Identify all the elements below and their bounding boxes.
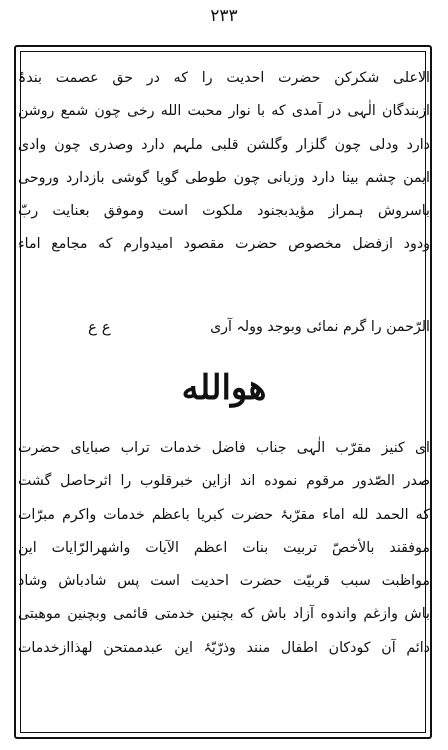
closing-signature: ع ع — [88, 318, 111, 336]
text-line: ازبندگان الٰہی در آمدی که با نوار محبت الله رخی چون شمع روشن — [18, 103, 430, 120]
text-line: ایمن چشم بینا دارد وزبانی چون طوطی گویا گوشی بازدارد وروحی — [18, 169, 430, 186]
closing-line — [18, 312, 430, 342]
text-line: ودود ازفضل مخصوص حضرت مقصود امیدوارم که مجامع اماء — [18, 236, 430, 253]
text-line: ای کنیز مقرّب الٰہی جناب فاضل خدمات تراب صبایای حضرت — [18, 440, 430, 456]
text-line: باش وازغم واندوه آزاد باش که بچنین خدمتی قائمی وبچنین موهبتی — [18, 606, 430, 623]
text-line: دائم آن کودکان اطفال منند وذرّیّۂ این عبدممتحن لهذاازخدمات — [18, 639, 430, 656]
closing-text: الرّحمن را گرم نمائی وبوجد وولہ آری — [210, 319, 430, 335]
first-paragraph — [18, 62, 430, 262]
page-number: ۲۳۳ — [210, 6, 238, 26]
text-line: دارد ودلی چون گلزار وگلشن قلبی ملہم دارد وصدری چون وادی — [18, 136, 430, 153]
section-heading: ھوالله — [181, 368, 267, 408]
text-line: مواظبت سبب قربیّت حضرت احدیت است پس شادباش وشاد — [18, 573, 430, 590]
text-line: الاعلی شکرکن حضرت احدیت را که در حق عصمت بندۂ — [18, 70, 430, 86]
text-line: که الحمد لله اماء مقرّبۂ حضرت کبریا باعظم خدمات واکرم مبرّات — [18, 506, 430, 523]
second-paragraph — [18, 432, 430, 665]
text-line: باسروش ہمراز مؤیدبجنود ملکوت است وموفق بعنایت ربّ — [18, 203, 430, 220]
text-line: صدر الصّدور مرقوم نموده اند ازاین خبرقلوب را اثرحاصل گشت — [18, 473, 430, 490]
text-line: موفقند بالأخصّ تربیت بنات اعظم الآیات واشهرالرّایات این — [18, 539, 430, 556]
